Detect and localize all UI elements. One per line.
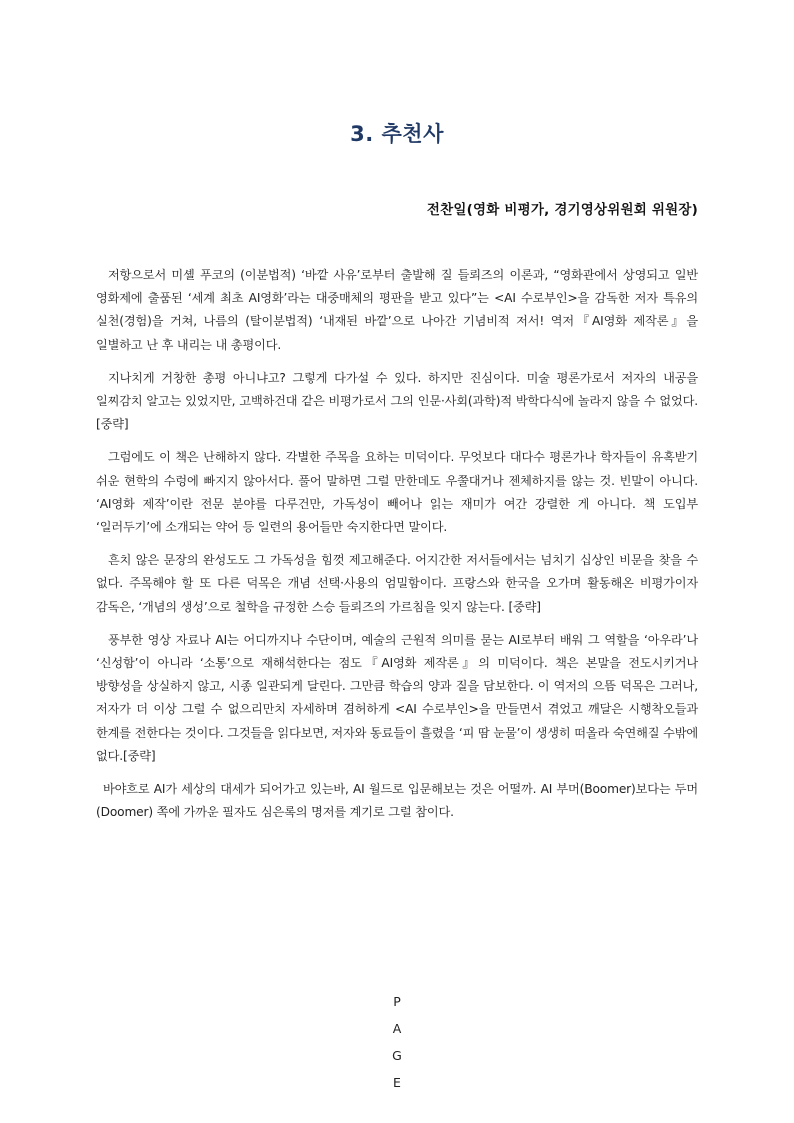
page-marker-letter: E — [393, 1075, 401, 1090]
section-title: 3. 추천사 — [350, 122, 444, 146]
paragraph-3: 그럼에도 이 책은 난해하지 않다. 각별한 주목을 요하는 미덕이다. 무엇보다 대다수 평론가나 학자들이 유혹받기 쉬운 현학의 수렁에 빠지지 않아서다. 풀어 말하면 그럴 만한데도 우쭐대거나 젠체하지를 않는 것. 빈말이 아니다. ‘AI영화 제작’이란 전문 분야를 다루건만, 가독성이 빼어나 읽는 재미가 여간 강렬한 게 아니다. 책 도입부 ‘일러두기’에 소개되는 약어 등 일련의 용어들만 숙지한다면 말이다. — [96, 450, 698, 535]
author-credit: 전찬일(영화 비평가, 경기영상위원회 위원장) — [426, 202, 698, 218]
paragraph-6: 바야흐로 AI가 세상의 대세가 되어가고 있는바, AI 월드로 입문해보는 것은 어떨까. AI 부머(Boomer)보다는 두머(Doomer) 쪽에 가까운 필자도 심은록의 명저를 계기로 그럴 참이다. — [96, 782, 698, 820]
page-marker-letter: G — [392, 1048, 402, 1063]
paragraph-4: 흔치 않은 문장의 완성도도 그 가독성을 힘껏 제고해준다. 어지간한 저서들에서는 넘치기 십상인 비문을 찾을 수 없다. 주목해야 할 또 다른 덕목은 개념 선택·사용의 엄밀함이다. 프랑스와 한국을 오가며 활동해온 비평가이자 감독은, ‘개념의 생성’으로 철학을 규정한 스승 들뢰즈의 가르침을 잊지 않는다. [중략] — [96, 553, 698, 614]
paragraph-1: 저항으로서 미셸 푸코의 (이분법적) ‘바깥 사유’로부터 출발해 질 들뢰즈의 이론과, “영화관에서 상영되고 일반 영화제에 출품된 ‘세계 최초 AI영화’라는 대중매체의 평판을 받고 있다”는 <AI 수로부인>을 감독한 저자 특유의 실천(경험)을 거쳐, 나름의 (탈이분법적) ‘내재된 바깥’으로 나아간 기념비적 저서! 역저『AI영화 제작론』을 일별하고 난 후 내리는 내 총평이다. — [96, 268, 698, 352]
body-text — [96, 264, 698, 834]
page-marker — [0, 988, 794, 1096]
page-marker-letter: A — [392, 1021, 402, 1036]
page-marker-letter: P — [393, 994, 401, 1009]
paragraph-2: 지나치게 거창한 총평 아니냐고? 그렇게 다가설 수 있다. 하지만 진심이다. 미술 평론가로서 저자의 내공을 일찌감치 알고는 있었지만, 고백하건대 같은 비평가로서 그의 인문·사회(과학)적 박학다식에 놀라지 않을 수 없었다. [중략] — [96, 370, 698, 432]
paragraph-5: 풍부한 영상 자료나 AI는 어디까지나 수단이며, 예술의 근원적 의미를 묻는 AI로부터 배워 그 역할을 ‘아우라’나 ‘신성함’이 아니라 ‘소통’으로 재해석한다는 점도『AI영화 제작론』의 미덕이다. 책은 본말을 전도시키거나 방향성을 상실하지 않고, 시종 일관되게 달린다. 그만큼 학습의 양과 질을 담보한다. 이 역저의 으뜸 덕목은 그러나, 저자가 더 이상 그럴 수 없으리만치 자세하며 겸허하게 <AI 수로부인>을 만들면서 겪었고 깨달은 시행착오들과 한계를 전한다는 것이다. 그것들을 읽다보면, 저자와 동료들이 흘렸을 ‘피 땀 눈물’이 생생히 떠올라 숙연해질 수밖에 없다.[중략] — [96, 632, 698, 763]
